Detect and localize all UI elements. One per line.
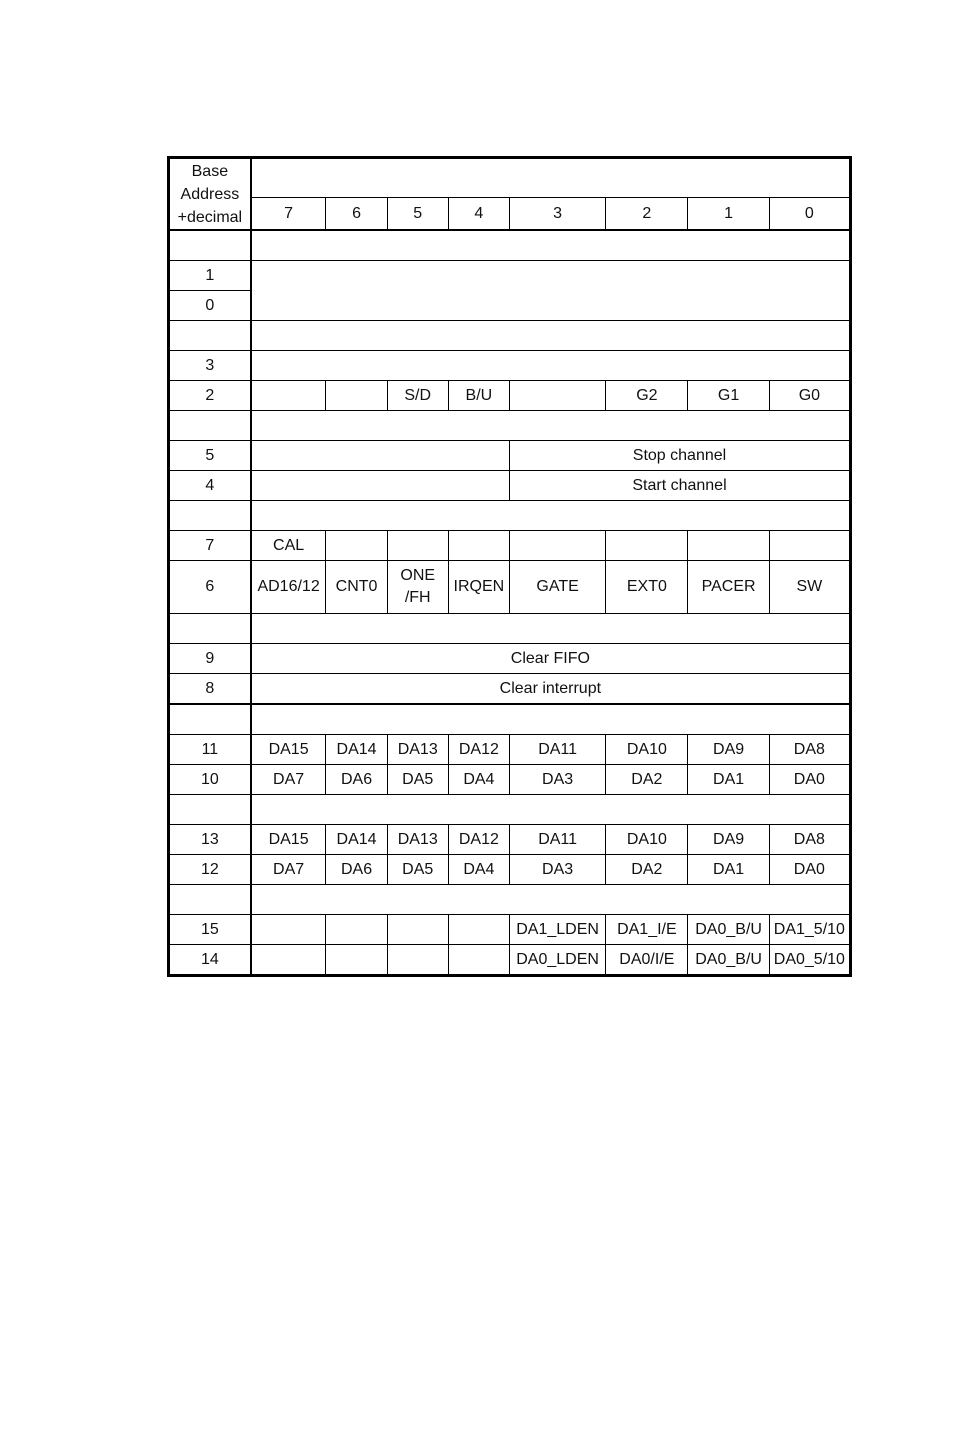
addr-cell: 15	[169, 915, 251, 945]
addr-cell: 0	[169, 291, 251, 321]
spacer-cell	[251, 704, 851, 735]
header-bits-row	[169, 198, 851, 230]
bit-cell: DA6	[326, 765, 387, 795]
bit-cell: DA1	[688, 855, 769, 885]
bit-cell: DA0_B/U	[688, 915, 769, 945]
bit-cell: S/D	[387, 381, 448, 411]
clear-fifo-cell: Clear FIFO	[251, 644, 851, 674]
spacer-row	[169, 230, 851, 261]
bit-header-6: 6	[326, 198, 387, 230]
bit-cell: DA3	[509, 855, 605, 885]
spacer-row	[169, 614, 851, 644]
bit-cell: DA14	[326, 825, 387, 855]
bit-cell	[326, 381, 387, 411]
base-address-header	[169, 158, 251, 231]
addr-cell: 13	[169, 825, 251, 855]
spacer-cell	[251, 795, 851, 825]
bit-cell: DA1_I/E	[606, 915, 688, 945]
bit-cell: DA7	[251, 855, 326, 885]
spacer-row	[169, 501, 851, 531]
register-map-table	[167, 156, 852, 977]
bit-header-1: 1	[688, 198, 769, 230]
bit-cell: DA11	[509, 735, 605, 765]
bit-cell: DA13	[387, 825, 448, 855]
register-row-4	[169, 471, 851, 501]
bit-cell: DA0_5/10	[769, 945, 850, 976]
bit-cell: DA8	[769, 735, 850, 765]
bit-cell: DA0/I/E	[606, 945, 688, 976]
register-3-cell	[251, 351, 851, 381]
addr-cell: 2	[169, 381, 251, 411]
bit-cell: DA0	[769, 855, 850, 885]
register-row-15	[169, 915, 851, 945]
addr-cell: 10	[169, 765, 251, 795]
spacer-cell	[251, 230, 851, 261]
addr-cell: 5	[169, 441, 251, 471]
bit-cell: DA1_LDEN	[509, 915, 605, 945]
register-row-6	[169, 561, 851, 614]
bit-cell: DA4	[448, 765, 509, 795]
spacer-row	[169, 885, 851, 915]
bit-cell	[448, 531, 509, 561]
clear-interrupt-cell: Clear interrupt	[251, 674, 851, 705]
bit-cell	[448, 945, 509, 976]
bit-cell: AD16/12	[251, 561, 326, 614]
blank-span-cell	[251, 441, 510, 471]
bit-cell: G0	[769, 381, 850, 411]
bit-cell	[387, 915, 448, 945]
bit-cell: DA12	[448, 825, 509, 855]
bit-cell: DA2	[606, 855, 688, 885]
bit-header-2: 2	[606, 198, 688, 230]
bit-cell: DA5	[387, 855, 448, 885]
spacer-row	[169, 795, 851, 825]
bit-cell: DA1_5/10	[769, 915, 850, 945]
bit-cell: DA4	[448, 855, 509, 885]
register-row-13	[169, 825, 851, 855]
bit-header-5: 5	[387, 198, 448, 230]
spacer-addr	[169, 704, 251, 735]
spacer-addr	[169, 885, 251, 915]
blank-span-cell	[251, 471, 510, 501]
bit-cell: DA10	[606, 735, 688, 765]
bit-cell: DA0_LDEN	[509, 945, 605, 976]
bit-cell	[251, 915, 326, 945]
register-row-12	[169, 855, 851, 885]
register-row-7	[169, 531, 851, 561]
bit-header-4: 4	[448, 198, 509, 230]
bit-cell: DA1	[688, 765, 769, 795]
spacer-row	[169, 704, 851, 735]
header-label-base: Base	[191, 163, 229, 180]
addr-cell: 11	[169, 735, 251, 765]
bit-cell: DA15	[251, 825, 326, 855]
bit-cell	[606, 531, 688, 561]
bit-cell	[387, 531, 448, 561]
bit-cell	[326, 945, 387, 976]
bit-cell	[251, 945, 326, 976]
bit-cell: DA5	[387, 765, 448, 795]
bit-cell: G2	[606, 381, 688, 411]
bit-cell	[251, 381, 326, 411]
bit-cell	[448, 915, 509, 945]
bit-cell: DA14	[326, 735, 387, 765]
spacer-cell	[251, 614, 851, 644]
bit-cell: DA8	[769, 825, 850, 855]
bit-cell: DA15	[251, 735, 326, 765]
addr-cell: 1	[169, 261, 251, 291]
spacer-row	[169, 411, 851, 441]
bit-cell: DA3	[509, 765, 605, 795]
spacer-cell	[251, 885, 851, 915]
bit-cell: PACER	[688, 561, 769, 614]
register-row-11	[169, 735, 851, 765]
bit-cell: DA10	[606, 825, 688, 855]
addr-cell: 6	[169, 561, 251, 614]
register-row-10	[169, 765, 851, 795]
bit-cell	[326, 915, 387, 945]
bit-cell: GATE	[509, 561, 605, 614]
bit-cell: B/U	[448, 381, 509, 411]
bit-cell	[688, 531, 769, 561]
bit-cell-one-fh	[387, 561, 448, 614]
bit-cell	[509, 531, 605, 561]
bit-cell: CAL	[251, 531, 326, 561]
header-label-address: Address	[180, 186, 240, 203]
register-row-3	[169, 351, 851, 381]
header-label-decimal: +decimal	[177, 209, 243, 226]
bit-cell: DA2	[606, 765, 688, 795]
register-1-0-cell	[251, 261, 851, 321]
spacer-addr	[169, 614, 251, 644]
bit-cell	[326, 531, 387, 561]
bit-cell: DA13	[387, 735, 448, 765]
stop-channel-cell: Stop channel	[509, 441, 850, 471]
bit-cell: DA9	[688, 825, 769, 855]
spacer-row	[169, 321, 851, 351]
bit-header-7: 7	[251, 198, 326, 230]
register-row-8	[169, 674, 851, 705]
addr-cell: 8	[169, 674, 251, 705]
addr-cell: 14	[169, 945, 251, 976]
register-row-14	[169, 945, 851, 976]
spacer-addr	[169, 411, 251, 441]
spacer-addr	[169, 321, 251, 351]
bit-label-fh: /FH	[404, 589, 431, 606]
bit-header-0: 0	[769, 198, 850, 230]
bit-cell	[769, 531, 850, 561]
bit-cell: DA7	[251, 765, 326, 795]
addr-cell: 4	[169, 471, 251, 501]
header-blank	[251, 158, 851, 198]
bit-cell: G1	[688, 381, 769, 411]
addr-cell: 7	[169, 531, 251, 561]
bit-cell: DA11	[509, 825, 605, 855]
bit-cell: DA9	[688, 735, 769, 765]
spacer-cell	[251, 321, 851, 351]
addr-cell: 12	[169, 855, 251, 885]
bit-cell: SW	[769, 561, 850, 614]
bit-cell: DA6	[326, 855, 387, 885]
register-row-9	[169, 644, 851, 674]
bit-cell	[387, 945, 448, 976]
start-channel-cell: Start channel	[509, 471, 850, 501]
spacer-cell	[251, 501, 851, 531]
addr-cell: 9	[169, 644, 251, 674]
bit-cell: EXT0	[606, 561, 688, 614]
spacer-addr	[169, 501, 251, 531]
register-row-1	[169, 261, 851, 291]
bit-label-one: ONE	[400, 567, 436, 584]
spacer-addr	[169, 795, 251, 825]
bit-cell: IRQEN	[448, 561, 509, 614]
bit-cell: DA0_B/U	[688, 945, 769, 976]
header-row-top	[169, 158, 851, 198]
spacer-addr	[169, 230, 251, 261]
register-row-2	[169, 381, 851, 411]
register-row-5	[169, 441, 851, 471]
bit-cell	[509, 381, 605, 411]
addr-cell: 3	[169, 351, 251, 381]
spacer-cell	[251, 411, 851, 441]
bit-cell: DA0	[769, 765, 850, 795]
bit-cell: CNT0	[326, 561, 387, 614]
bit-cell: DA12	[448, 735, 509, 765]
bit-header-3: 3	[509, 198, 605, 230]
